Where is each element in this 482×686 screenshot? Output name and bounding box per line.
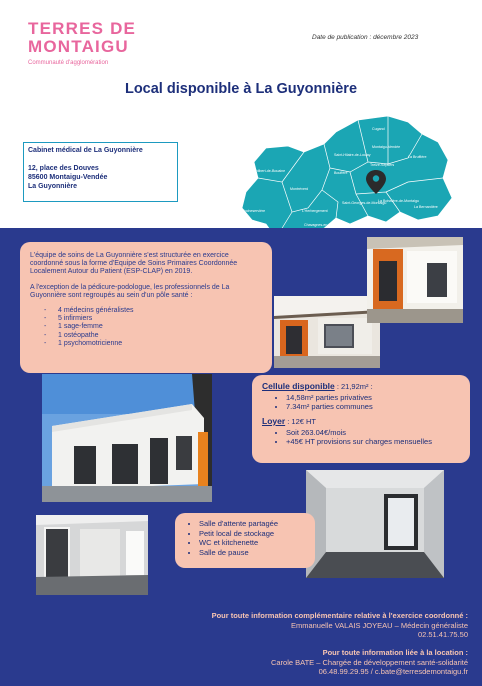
address-box	[23, 142, 178, 202]
intro-paragraph-1: L'équipe de soins de La Guyonnière s'est structurée en exercice coordonné sous la forme d'Equipe de Soins Primaires Coordonnée Localement Autour du Patient (ESP-CLAP) en 2019.	[30, 252, 238, 276]
photo-building-exterior	[42, 374, 212, 502]
photo-interior-doors	[36, 515, 148, 595]
map-label-7: Saint-Philbert-de-Bouaine	[244, 169, 286, 173]
contact-location-phone-email: 06.48.99.29.95 / c.bate@terresdemontaigu.fr	[318, 667, 468, 676]
map-label-12: La Boissière-de-Montaigu	[378, 199, 419, 203]
loyer-value: : 12€ HT	[285, 417, 317, 426]
photo-building-entrance	[274, 296, 380, 368]
publication-date: Date de publication : décembre 2023	[312, 34, 419, 41]
list-item: • Salle de pause	[199, 548, 307, 558]
contact-coordination-phone: 02.51.41.75.50	[417, 630, 468, 639]
map-label-5: Saint-Hilaire-de-Loulay	[334, 153, 371, 157]
page-title: Local disponible à La Guyonnière	[124, 81, 358, 97]
professionals-list	[30, 307, 262, 348]
list-item: • Soit 263.04€/mois	[286, 428, 460, 437]
list-item: • Petit local de stockage	[199, 529, 307, 539]
map-label-10: L'Herbergement	[302, 209, 328, 213]
contact-coordination-name: Emmanuelle VALAIS JOYEAU – Médecin généraliste	[290, 620, 468, 630]
address-line1: Cabinet médical de La Guyonnière	[28, 147, 143, 154]
list-item: • WC et kitchenette	[199, 538, 307, 548]
map-label-4: La Bernardière	[414, 205, 438, 209]
cellule-value: : 21,92m² :	[334, 382, 373, 391]
contact-coordination	[212, 611, 468, 640]
logo-line1: TERRES DE	[28, 19, 137, 38]
list-item: - 5 infirmiers	[44, 315, 262, 323]
list-item: - 1 psychomotricienne	[44, 340, 262, 348]
address-line4: La Guyonnière	[28, 183, 78, 190]
logo-tagline: Communauté d'agglomération	[28, 60, 109, 66]
map-label-2: La Bruffière	[408, 155, 427, 159]
map-label-13: Chavagnes-en-Paillers	[304, 223, 341, 227]
photo-building-corner	[367, 237, 463, 323]
intro-paragraph-2: A l'exception de la pédicure-podologue, les professionnels de La Guyonnière sont regroupés au sein d'un pôle santé :	[30, 283, 230, 299]
list-item: - 4 médecins généralistes	[44, 307, 262, 315]
cellule-panel	[252, 375, 470, 463]
map-label-8: Montréverd	[290, 187, 309, 191]
logo-line2: MONTAIGU	[28, 37, 129, 56]
features-panel	[175, 513, 315, 568]
list-item: • Salle d'attente partagée	[199, 519, 307, 529]
list-item: • +45€ HT provisions sur charges mensuelles	[286, 437, 460, 446]
logo	[28, 20, 136, 66]
contact-location-name: Carole BATE – Chargée de développement santé-solidarité	[270, 657, 468, 667]
map-label-6: Boufféré	[334, 171, 348, 175]
cellule-label: Cellule disponible	[262, 381, 335, 391]
photo-interior-room	[306, 470, 444, 578]
map-label-9: Rocheservière	[242, 209, 266, 213]
intro-panel	[20, 242, 272, 373]
list-item: • 7.34m² parties communes	[286, 402, 460, 411]
list-item: - 1 sage-femme	[44, 323, 262, 331]
map-label-0: Cugand	[372, 127, 385, 131]
map-label-3: Treize-Septiers	[370, 163, 395, 167]
loyer-label: Loyer	[262, 416, 286, 426]
address-line2: 12, place des Douves	[28, 165, 99, 172]
contact-location-heading: Pour toute information liée à la location :	[322, 648, 468, 657]
list-item: - 1 ostéopathe	[44, 332, 262, 340]
map-label-11: Saint-Georges-de-Montaigu	[342, 201, 387, 205]
map-label-1: Montaigu-Vendée	[372, 145, 401, 149]
contact-coordination-heading: Pour toute information complémentaire relative à l'exercice coordonné :	[211, 611, 468, 620]
address-line3: 85600 Montaigu-Vendée	[28, 174, 108, 181]
contact-location	[271, 648, 468, 677]
list-item: • 14,58m² parties privatives	[286, 393, 460, 402]
